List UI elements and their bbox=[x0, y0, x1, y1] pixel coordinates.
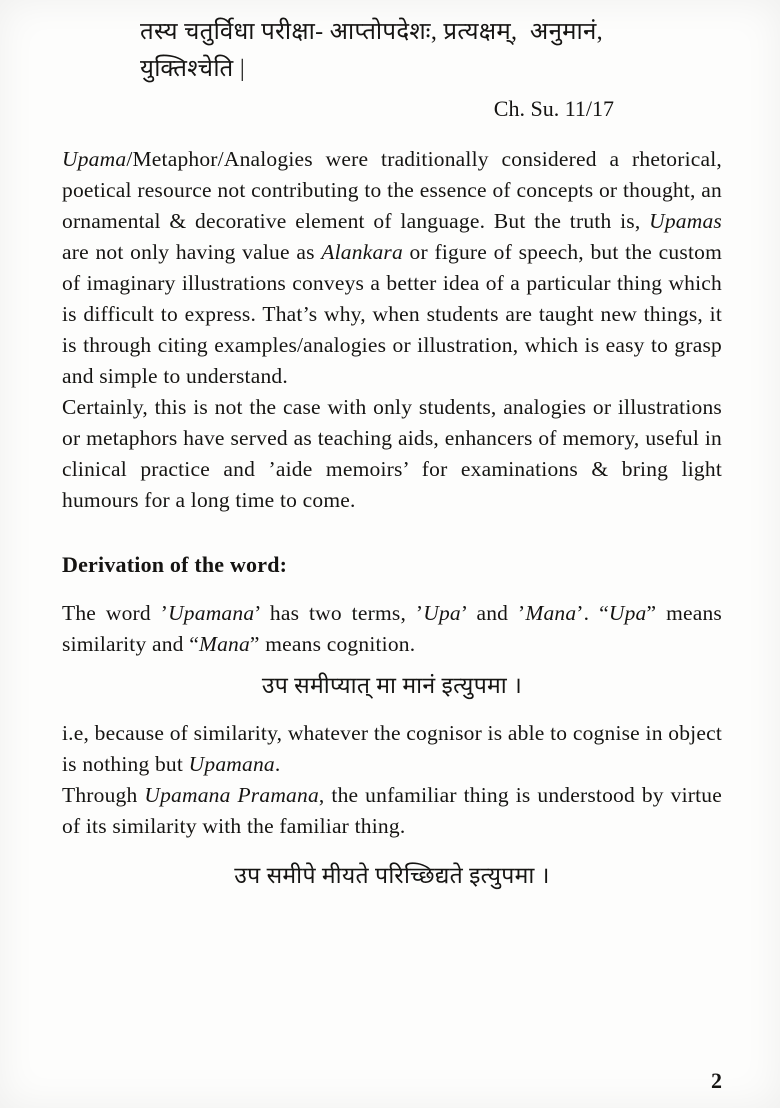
sanskrit-quote-2: उप समीपे मीयते परिच्छिद्यते इत्युपमा । bbox=[234, 862, 550, 888]
page-number: 2 bbox=[711, 1068, 722, 1093]
sanskrit-verse-line-1: तस्य चतुर्विधा परीक्षा- आप्तोपदेशः, प्रत्यक्षम्, अनुमानं, bbox=[140, 19, 603, 45]
verse-citation: Ch. Su. 11/17 bbox=[493, 96, 614, 122]
section-heading-derivation: Derivation of the word: bbox=[62, 551, 288, 577]
paragraph-through-pramana: Through Upamana Pramana, the unfamiliar thing is understood by virtue of its similarity with the familiar thing. bbox=[62, 782, 722, 838]
paragraph-certainly: Certainly, this is not the case with only students, analogies or illustrations or metaphors have served as teaching aids, enhancers of memory, useful in clinical practice and ’aide memoirs’ for examinations & bring light humours for a long time to come. bbox=[62, 395, 722, 512]
paragraph-ie-similarity: i.e, because of similarity, whatever the cognisor is able to cognise in object is nothing but Upamana. bbox=[62, 720, 722, 776]
sanskrit-verse-line-2: युक्तिश्चेति | bbox=[140, 56, 245, 83]
paragraph-word-terms: The word ’Upamana’ has two terms, ’Upa’ and ’Mana’. “Upa” means similarity and “Mana” means cognition. bbox=[62, 600, 722, 656]
paragraph-upama-intro: Upama/Metaphor/Analogies were traditionally considered a rhetorical, poetical resource not contributing to the essence of concepts or thought, an ornamental & decorative element of language. But the truth is, Upamas are not only having value as Alankara or figure of speech, but the custom of imaginary illustrations conveys a better idea of a particular thing which is difficult to express. That’s why, when students are taught new things, it is through citing examples/analogies or illustration, which is easy to grasp and simple to understand. bbox=[62, 147, 722, 389]
sanskrit-verse-block bbox=[62, 14, 722, 88]
sanskrit-quote-1: उप समीप्यात् मा मानं इत्युपमा । bbox=[261, 672, 523, 698]
